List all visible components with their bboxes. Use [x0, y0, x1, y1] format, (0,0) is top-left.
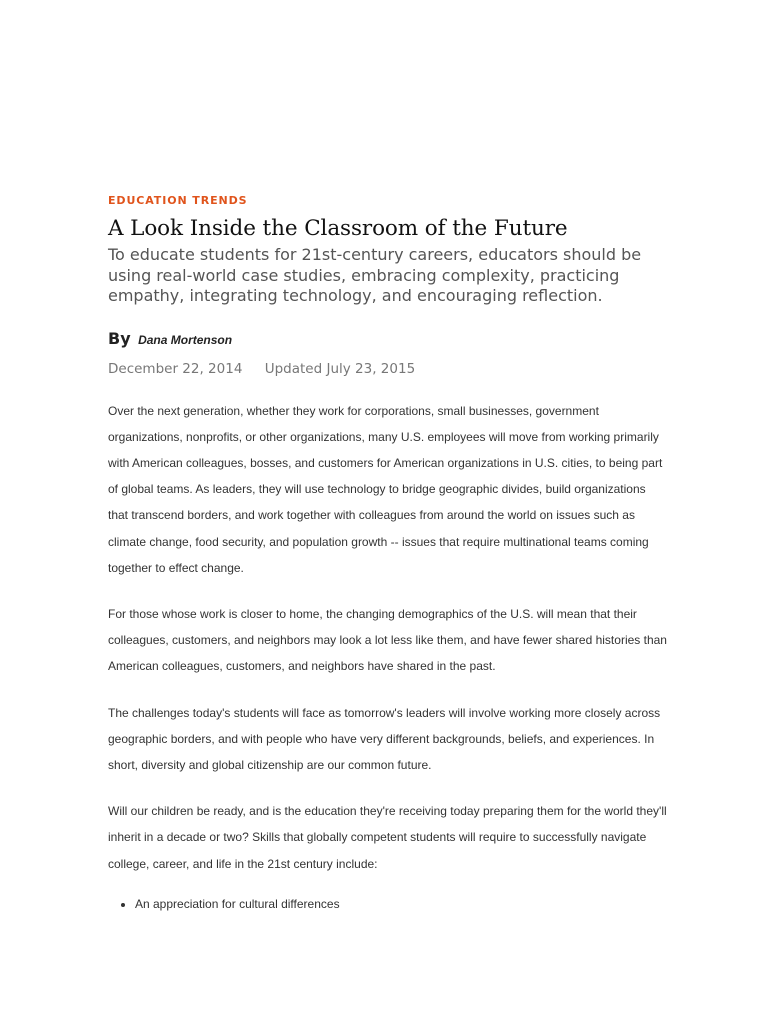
skills-list: [108, 891, 668, 917]
article: [108, 193, 668, 917]
author-link[interactable]: Dana Mortenson: [138, 332, 233, 347]
category-label[interactable]: EDUCATION TRENDS: [108, 194, 248, 207]
body-paragraph: Over the next generation, whether they work for corporations, small businesses, government organizations, nonprofits, or other organizations, many U.S. employees will move from working primarily with American colleagues, bosses, and customers for American organizations in U.S. cities, to being part of global teams. As leaders, they will use technology to bridge geographic divides, build organizations that transcend borders, and work together with colleagues from around the world on issues such as climate change, food security, and population growth -- issues that require multinational teams coming together to effect change.: [108, 403, 663, 575]
body-paragraph: The challenges today's students will face as tomorrow's leaders will involve working more closely across geographic borders, and with people who have very different backgrounds, beliefs, and experiences. In short, diversity and global citizenship are our common future.: [108, 705, 661, 772]
list-item: • An appreciation for cultural differences: [135, 891, 668, 917]
article-body: [108, 398, 668, 917]
by-label: By: [108, 328, 131, 348]
published-date: December 22, 2014: [108, 360, 243, 377]
byline: [108, 328, 668, 350]
article-title: A Look Inside the Classroom of the Future: [108, 216, 568, 241]
body-paragraph: Will our children be ready, and is the education they're receiving today preparing them for the world they'll inherit in a decade or two? Skills that globally competent students will require to successfully navigate college, career, and life in the 21st century include:: [108, 804, 667, 871]
article-dates: [108, 359, 668, 379]
updated-date: Updated July 23, 2015: [264, 360, 416, 377]
body-paragraph: For those whose work is closer to home, the changing demographics of the U.S. will mean that their colleagues, customers, and neighbors may look a lot less like them, and have fewer shared histories than American colleagues, customers, and neighbors have shared in the past.: [108, 606, 667, 674]
article-subtitle: To educate students for 21st-century careers, educators should be using real-world case studies, embracing complexity, practicing empathy, integrating technology, and encouraging reflection.: [108, 245, 642, 305]
